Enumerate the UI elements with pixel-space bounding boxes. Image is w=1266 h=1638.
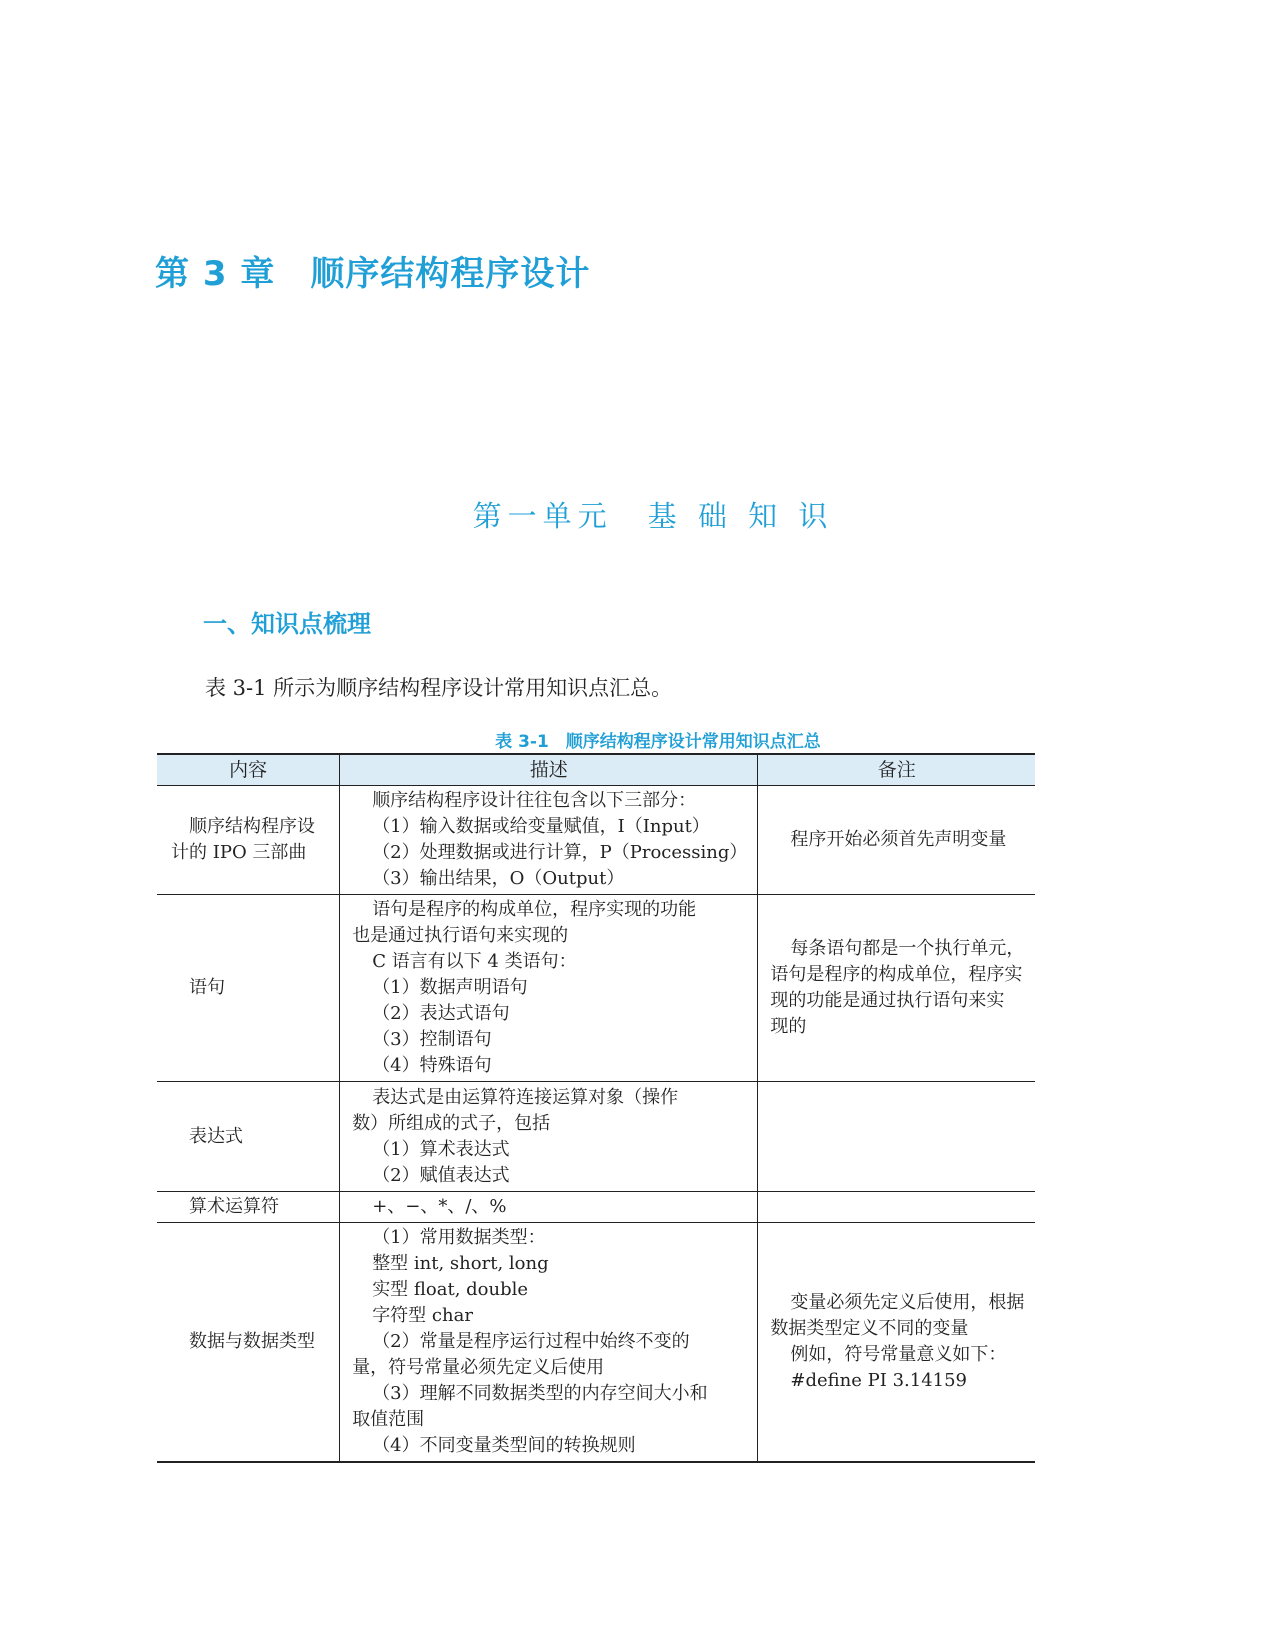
remark-line: #define PI 3.14159 bbox=[790, 1370, 967, 1391]
desc-line: （2）表达式语句 bbox=[372, 1003, 510, 1024]
desc-line: （2）处理数据或进行计算，P（Processing） bbox=[372, 842, 748, 863]
desc-line: +、−、*、/、% bbox=[372, 1196, 507, 1217]
content-line: 表达式 bbox=[189, 1125, 243, 1147]
content-line: 语句 bbox=[189, 977, 225, 998]
remark-line: 程序开始必须首先声明变量 bbox=[790, 829, 1007, 850]
content-line: 计的 IPO 三部曲 bbox=[171, 842, 307, 863]
remark-line: 变量必须先定义后使用，根据 bbox=[790, 1292, 1025, 1313]
remark-line: 语句是程序的构成单位，程序实 bbox=[770, 964, 1023, 985]
chapter-title: 第 3 章 顺序结构程序设计 bbox=[155, 254, 591, 294]
row-desc-cell bbox=[340, 895, 758, 1082]
row-remark-cell bbox=[758, 895, 1035, 1082]
desc-line: 语句是程序的构成单位，程序实现的功能 bbox=[372, 899, 697, 920]
content-line: 算术运算符 bbox=[189, 1196, 279, 1217]
desc-line: 数）所组成的式子，包括 bbox=[352, 1112, 551, 1134]
remark-line: 例如，符号常量意义如下： bbox=[790, 1344, 1007, 1365]
desc-line: （3）理解不同数据类型的内存空间大小和 bbox=[372, 1383, 708, 1404]
desc-line: （2）常量是程序运行过程中始终不变的 bbox=[372, 1331, 690, 1352]
row-desc-cell bbox=[340, 1192, 758, 1223]
desc-line: （3）控制语句 bbox=[372, 1029, 492, 1050]
remark-line: 每条语句都是一个执行单元， bbox=[790, 938, 1025, 959]
remark-line: 现的 bbox=[770, 1016, 807, 1037]
intro-paragraph: 表 3-1 所示为顺序结构程序设计常用知识点汇总。 bbox=[205, 676, 673, 700]
table-row bbox=[157, 786, 1035, 895]
desc-line: （4）特殊语句 bbox=[372, 1055, 492, 1076]
desc-line: C 语言有以下 4 类语句： bbox=[372, 951, 577, 972]
desc-line: 字符型 char bbox=[372, 1305, 473, 1326]
desc-line: 也是通过执行语句来实现的 bbox=[352, 925, 569, 946]
desc-line: 取值范围 bbox=[352, 1409, 425, 1430]
header-remark: 备注 bbox=[758, 754, 1035, 786]
row-desc-cell bbox=[340, 1223, 758, 1463]
table-header-row bbox=[157, 754, 1035, 786]
desc-line: （1）算术表达式 bbox=[372, 1138, 510, 1160]
row-content-cell bbox=[157, 1192, 340, 1223]
section-heading: 一、知识点梳理 bbox=[203, 610, 371, 638]
row-desc-cell bbox=[340, 786, 758, 895]
desc-line: 顺序结构程序设计往往包含以下三部分： bbox=[372, 790, 697, 811]
row-content-cell bbox=[157, 1223, 340, 1463]
row-remark-cell bbox=[758, 786, 1035, 895]
table-row bbox=[157, 1192, 1035, 1223]
desc-line: 整型 int, short, long bbox=[372, 1253, 549, 1274]
table-caption: 表 3-1 顺序结构程序设计常用知识点汇总 bbox=[495, 732, 821, 752]
table-row bbox=[157, 895, 1035, 1082]
desc-line: （1）输入数据或给变量赋值，I（Input） bbox=[372, 816, 710, 837]
row-content-cell bbox=[157, 1082, 340, 1192]
desc-line: 表达式是由运算符连接运算对象（操作 bbox=[372, 1086, 679, 1108]
content-line: 数据与数据类型 bbox=[189, 1331, 315, 1352]
table-row bbox=[157, 1223, 1035, 1463]
desc-line: （3）输出结果，O（Output） bbox=[372, 868, 625, 889]
remark-line: 现的功能是通过执行语句来实 bbox=[770, 990, 1005, 1011]
row-remark-cell bbox=[758, 1223, 1035, 1463]
header-content: 内容 bbox=[157, 754, 340, 786]
knowledge-table bbox=[157, 753, 1035, 1463]
content-line: 顺序结构程序设 bbox=[189, 816, 315, 837]
row-content-cell bbox=[157, 786, 340, 895]
unit-title: 第一单元 基 础 知 识 bbox=[472, 499, 834, 533]
row-remark-cell bbox=[758, 1082, 1035, 1192]
desc-line: 实型 float, double bbox=[372, 1279, 529, 1300]
desc-line: （4）不同变量类型间的转换规则 bbox=[372, 1435, 636, 1456]
remark-line: 数据类型定义不同的变量 bbox=[770, 1318, 969, 1339]
row-remark-cell bbox=[758, 1192, 1035, 1223]
header-description: 描述 bbox=[340, 754, 758, 786]
desc-line: （1）常用数据类型： bbox=[372, 1227, 546, 1248]
desc-line: （1）数据声明语句 bbox=[372, 977, 528, 998]
row-desc-cell bbox=[340, 1082, 758, 1192]
desc-line: 量，符号常量必须先定义后使用 bbox=[352, 1357, 605, 1378]
row-content-cell bbox=[157, 895, 340, 1082]
table-row bbox=[157, 1082, 1035, 1192]
desc-line: （2）赋值表达式 bbox=[372, 1164, 510, 1186]
